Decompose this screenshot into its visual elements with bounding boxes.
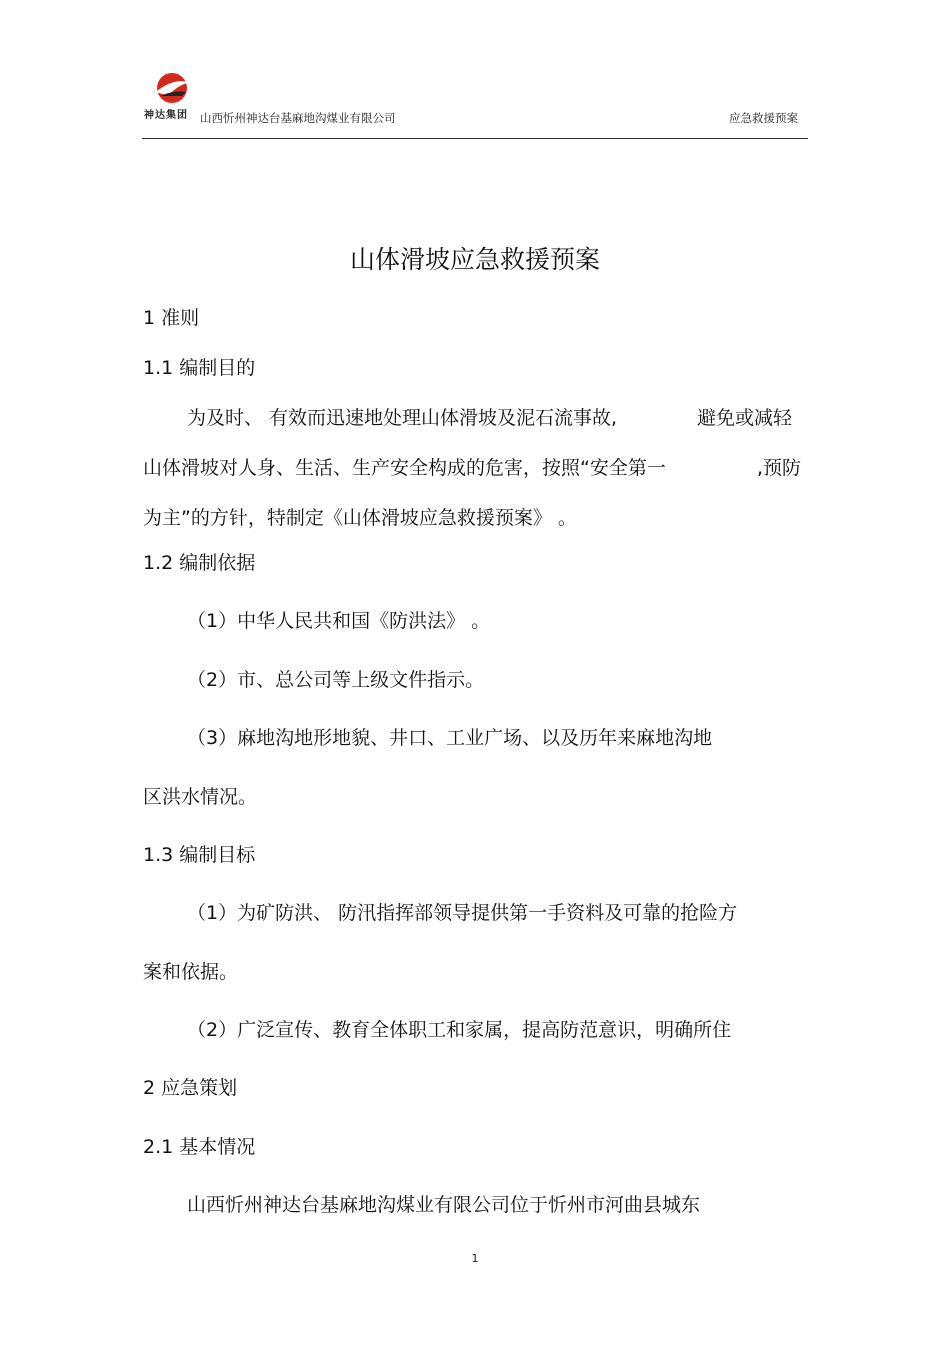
header-document-type: 应急救援预案 xyxy=(729,111,798,125)
target-item-2: （2）广泛宣传、教育全体职工和家属，提高防范意识，明确所住 xyxy=(187,1019,732,1041)
page-number: 1 xyxy=(471,1252,479,1265)
paragraph-purpose-line-1a: 为及时、 有效而迅速地处理山体滑坡及泥石流事故, xyxy=(187,407,618,429)
section-heading-1-3: 1.3 编制目标 xyxy=(143,844,256,866)
section-heading-1: 1 准则 xyxy=(143,307,200,329)
document-title: 山体滑坡应急救援预案 xyxy=(349,245,600,274)
section-heading-2: 2 应急策划 xyxy=(143,1077,238,1099)
paragraph-purpose-line-3: 为主”的方针，特制定《山体滑坡应急救援预案》 。 xyxy=(143,507,577,529)
logo-text: 神达集团 xyxy=(144,110,188,121)
header-divider xyxy=(142,138,808,139)
paragraph-purpose-line-2b: ,预防 xyxy=(757,457,802,479)
page-header xyxy=(142,70,808,140)
basis-item-1: （1）中华人民共和国《防洪法》 。 xyxy=(187,610,491,632)
paragraph-basic-info: 山西忻州神达台基麻地沟煤业有限公司位于忻州市河曲县城东 xyxy=(187,1194,701,1216)
section-heading-1-1: 1.1 编制目的 xyxy=(143,357,256,379)
header-company-name: 山西忻州神达台基麻地沟煤业有限公司 xyxy=(200,111,396,125)
section-heading-2-1: 2.1 基本情况 xyxy=(143,1136,256,1158)
section-heading-1-2: 1.2 编制依据 xyxy=(143,552,256,574)
paragraph-purpose-line-2a: 山体滑坡对人身、生活、生产安全构成的危害，按照“安全第一 xyxy=(143,457,666,479)
paragraph-purpose-line-1b: 避免或减轻 xyxy=(697,407,793,429)
target-item-1-line-2: 案和依据。 xyxy=(143,961,239,983)
basis-item-3-line-1: （3）麻地沟地形地貌、井口、工业广场、以及历年来麻地沟地 xyxy=(187,727,713,749)
basis-item-2: （2）市、总公司等上级文件指示。 xyxy=(187,669,485,691)
basis-item-3-line-2: 区洪水情况。 xyxy=(143,786,258,808)
target-item-1-line-1: （1）为矿防洪、 防汛指挥部领导提供第一手资料及可靠的抢险方 xyxy=(187,902,738,924)
